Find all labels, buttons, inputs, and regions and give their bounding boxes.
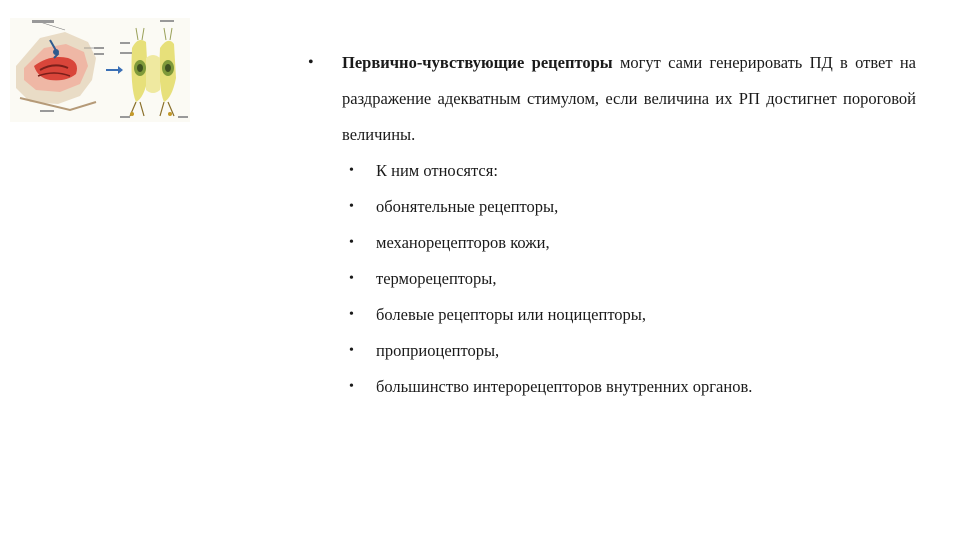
list-item [308,297,916,333]
list-item-text: обонятельные рецепторы, [376,197,559,216]
bullet-icon: • [349,343,354,358]
receptor-list [308,153,916,405]
list-item-text: болевые рецепторы или ноцицепторы, [376,305,647,324]
main-paragraph [342,45,916,153]
list-item [308,369,916,405]
list-item [308,261,916,297]
list-item-text: механорецепторов кожи, [376,233,550,252]
bullet-icon: • [308,54,314,71]
list-item-text: терморецепторы, [376,269,497,288]
nasal-cavity-drawing [10,18,105,122]
receptor-cells-drawing [120,20,188,118]
arrow-icon [106,66,123,74]
list-item [308,189,916,225]
bullet-icon: • [349,271,354,286]
olfactory-figure [10,18,190,122]
bullet-icon: • [349,199,354,214]
list-item [308,225,916,261]
list-item-text: большинство интерорецепторов внутренних органов. [376,377,753,396]
list-item [308,333,916,369]
slide-content [308,45,916,405]
main-term: Первично-чувствующие рецепторы [342,53,613,72]
main-description: могут сами генерировать ПД в ответ на раздражение адекватным стимулом, если величина их РП достигнет пороговой величины. [342,53,916,144]
olfactory-epithelium-illustration [10,18,190,122]
list-item [308,153,916,189]
bullet-icon: • [349,163,354,178]
bullet-icon: • [349,235,354,250]
list-item-text: К ним относятся: [376,161,498,180]
bullet-icon: • [349,379,354,394]
list-item-text: проприоцепторы, [376,341,500,360]
main-bullet-item [308,45,916,153]
bullet-icon: • [349,307,354,322]
